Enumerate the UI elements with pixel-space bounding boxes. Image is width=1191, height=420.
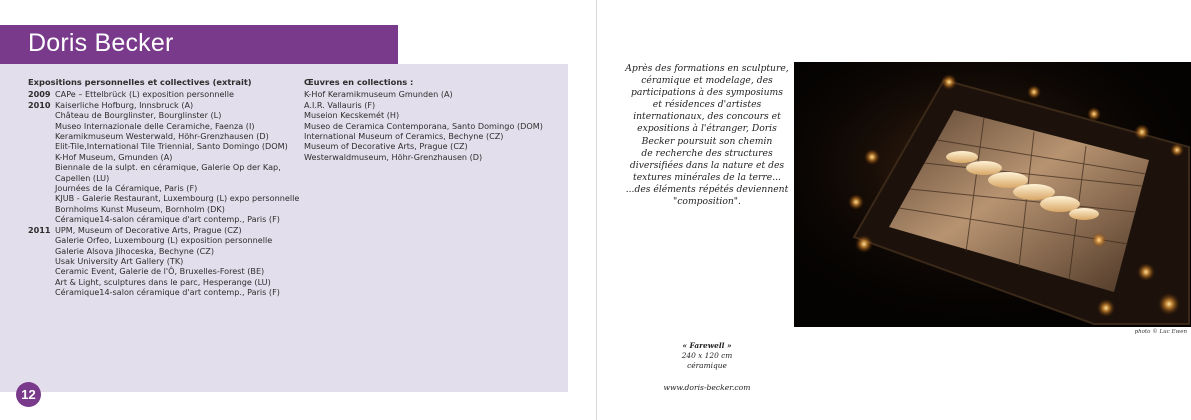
exhibition-year <box>28 214 55 224</box>
exhibition-year <box>28 235 55 245</box>
exhibition-entry <box>28 121 300 131</box>
collection-item: Museo de Ceramica Contemporana, Santo Domingo (DOM) <box>304 120 543 131</box>
artist-statement <box>617 63 797 208</box>
exhibition-text: UPM, Museum of Decorative Arts, Prague (CZ) <box>55 224 242 235</box>
exhibition-year <box>28 193 55 203</box>
exhibition-year: 2011 <box>28 224 51 235</box>
exhibition-entry <box>28 152 300 162</box>
exhibition-year <box>28 131 55 141</box>
exhibition-entry <box>28 256 300 266</box>
exhibition-year <box>28 141 55 151</box>
statement-line: ...des éléments répétés deviennent <box>625 183 789 195</box>
exhibition-text: Capellen (LU) <box>55 172 110 183</box>
page-number: 12 <box>21 387 36 402</box>
exhibitions-column <box>28 77 300 298</box>
exhibition-text: Céramique14-salon céramique d'art contemp., Paris (F) <box>55 214 280 225</box>
statement-line: "composition". <box>673 196 741 208</box>
exhibition-entry <box>28 193 300 203</box>
exhibition-year <box>28 183 55 193</box>
statement-line: de recherche des structures <box>641 147 773 159</box>
exhibition-entry <box>28 246 300 256</box>
exhibition-entry <box>28 100 300 110</box>
exhibition-year <box>28 162 55 172</box>
artwork-caption <box>617 341 797 372</box>
statement-line: Becker poursuit son chemin <box>641 135 773 147</box>
collection-item: Westerwaldmuseum, Höhr-Grenzhausen (D) <box>304 151 483 162</box>
exhibition-entry <box>28 141 300 151</box>
exhibition-text: Kaiserliche Hofburg, Innsbruck (A) <box>55 99 194 110</box>
exhibition-text: K-Hof Museum, Gmunden (A) <box>55 151 173 162</box>
exhibition-text: Art & Light, sculptures dans le parc, Hesperange (LU) <box>55 276 271 287</box>
right-page <box>597 0 1191 420</box>
artist-name-banner <box>0 25 398 64</box>
exhibition-text: Galerie Orfeo, Luxembourg (L) exposition personnelle <box>55 235 273 246</box>
collections-list <box>304 89 554 162</box>
statement-line: Après des formations en sculpture, <box>625 63 789 74</box>
artwork-photo-image <box>794 62 1191 327</box>
exhibition-year <box>28 256 55 266</box>
statement-line: expositions à l'étranger, Doris <box>637 123 777 135</box>
exhibition-entry <box>28 183 300 193</box>
exhibition-year: 2009 <box>28 89 51 100</box>
collection-item: Museion Kecskemét (H) <box>304 110 400 121</box>
exhibition-year: 2010 <box>28 99 51 110</box>
exhibitions-list <box>28 89 300 297</box>
exhibition-entry <box>28 173 300 183</box>
artist-name: Doris Becker <box>28 29 174 57</box>
exhibition-text: Journées de la Céramique, Paris (F) <box>55 183 198 194</box>
exhibition-text: Usak University Art Gallery (TK) <box>55 255 184 266</box>
collections-column <box>304 77 554 162</box>
statement-line: diversifiées dans la nature et des <box>629 159 785 171</box>
exhibition-entry <box>28 277 300 287</box>
exhibition-entry <box>28 214 300 224</box>
exhibition-year <box>28 287 55 297</box>
exhibition-entry <box>28 266 300 276</box>
exhibition-year <box>28 152 55 162</box>
exhibition-text: Keramikmuseum Westerwald, Höhr-Grenzhausen (D) <box>55 131 269 142</box>
exhibition-year <box>28 173 55 183</box>
artwork-dimensions: 240 x 120 cm <box>681 351 733 361</box>
exhibition-text: Elit-Tile,International Tile Triennial, Santo Domingo (DOM) <box>55 141 288 152</box>
exhibition-text: KJUB - Galerie Restaurant, Luxembourg (L) expo personnelle <box>55 193 300 204</box>
exhibition-text: Céramique14-salon céramique d'art contemp., Paris (F) <box>55 287 280 298</box>
exhibition-text: Galerie Alsova Jihoceska, Bechyne (CZ) <box>55 245 214 256</box>
statement-line: céramique et modelage, des <box>641 75 773 87</box>
artwork-medium: céramique <box>687 361 727 371</box>
exhibition-year <box>28 246 55 256</box>
exhibition-entry <box>28 287 300 297</box>
exhibition-entry <box>28 235 300 245</box>
collections-heading: Œuvres en collections : <box>304 77 414 87</box>
statement-line: textures minérales de la terre... <box>633 171 781 183</box>
exhibition-entry <box>28 110 300 120</box>
exhibition-text: Château de Bourglinster, Bourglinster (L) <box>55 110 222 121</box>
exhibition-text: Biennale de la sulpt. en céramique, Galerie Op der Kap, <box>55 162 281 173</box>
collection-item: International Museum of Ceramics, Bechyne (CZ) <box>304 131 504 142</box>
exhibition-entry <box>28 204 300 214</box>
exhibition-year <box>28 110 55 120</box>
exhibition-entry <box>28 131 300 141</box>
collection-item: K-Hof Keramikmuseum Gmunden (A) <box>304 89 453 100</box>
exhibition-entry <box>28 225 300 235</box>
artwork-photo <box>794 62 1191 327</box>
collection-item: A.I.R. Vallauris (F) <box>304 99 376 110</box>
exhibition-year <box>28 277 55 287</box>
exhibition-entry <box>28 162 300 172</box>
exhibition-text: Ceramic Event, Galerie de l'Ô, Bruxelles-Forest (BE) <box>55 266 265 277</box>
exhibition-entry <box>28 89 300 99</box>
page-number-badge <box>16 382 41 407</box>
statement-line: internationaux, des concours et <box>633 111 781 123</box>
statement-line: et résidences d'artistes <box>652 99 762 111</box>
statement-line: participations à des symposiums <box>631 87 783 99</box>
exhibition-year <box>28 121 55 131</box>
exhibitions-heading: Expositions personnelles et collectives (extrait) <box>28 77 252 87</box>
exhibition-text: Bornholms Kunst Museum, Bornholm (DK) <box>55 203 225 214</box>
exhibition-year <box>28 204 55 214</box>
exhibition-text: Museo Internazionale delle Ceramiche, Faenza (I) <box>55 120 255 131</box>
artwork-title: « Farewell » <box>682 341 732 350</box>
photo-credit: photo © Luc Ewen <box>1134 329 1187 335</box>
artist-website: www.doris-becker.com <box>663 383 751 392</box>
collection-item: Museum of Decorative Arts, Prague (CZ) <box>304 141 468 152</box>
exhibition-year <box>28 266 55 276</box>
exhibition-text: CAPe – Ettelbrück (L) exposition personnelle <box>55 89 234 100</box>
